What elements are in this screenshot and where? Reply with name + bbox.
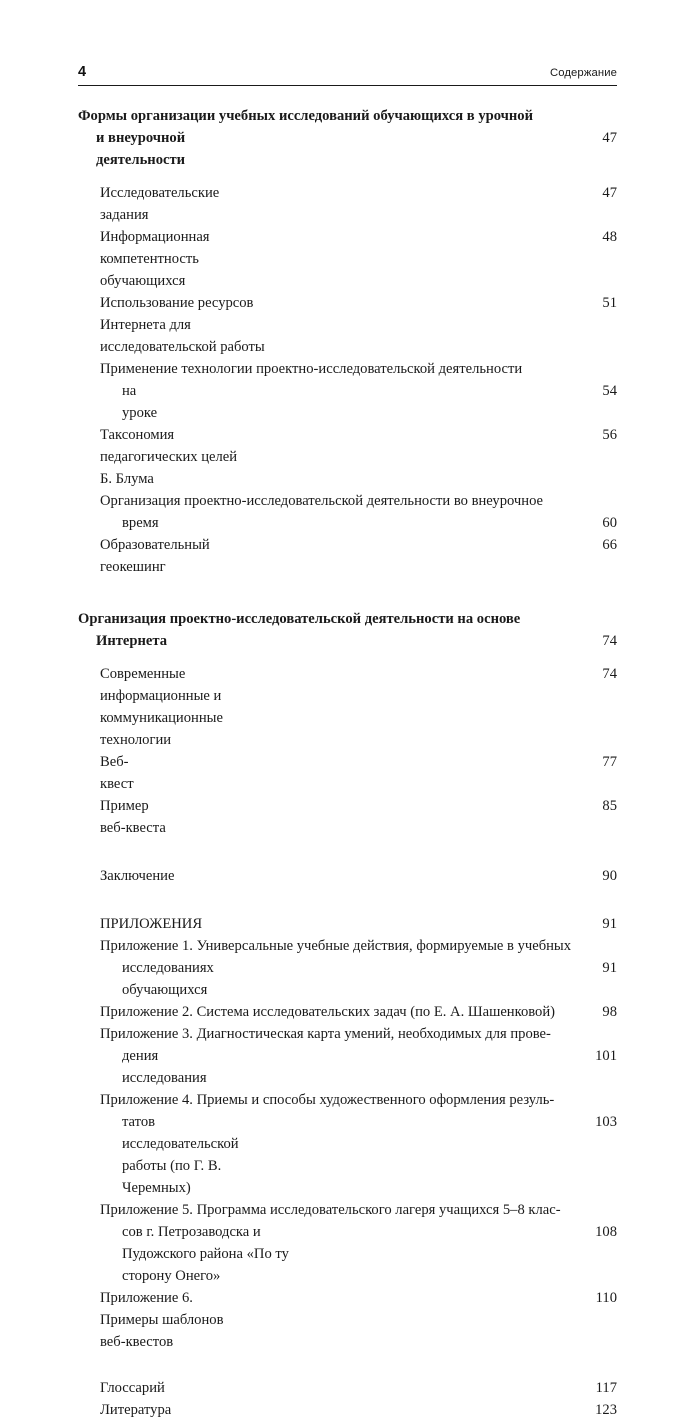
toc-entry-informacionnaya-kompetentnost[interactable] xyxy=(78,226,617,292)
toc-entry-label: ПРИЛОЖЕНИЯ xyxy=(100,916,203,932)
toc-page-number: 101 xyxy=(595,1048,617,1064)
spacer xyxy=(78,171,617,182)
toc-entry-prilozhenie-1[interactable] xyxy=(78,957,617,1001)
toc-entry-label: и внеурочной деятельности xyxy=(96,130,186,168)
toc-entry-wrapped-line: Приложение 1. Универсальные учебные действия, формируемые в учебных xyxy=(100,938,572,954)
toc-page-number: 77 xyxy=(602,754,617,770)
toc-entry-label: исследованиях обучающихся xyxy=(122,960,214,998)
toc-entry-primenenie-tehnologii[interactable] xyxy=(78,380,617,424)
dot-leader xyxy=(148,523,580,524)
toc-entry-label: Веб-квест xyxy=(100,754,134,792)
toc-entry-label: Глоссарий xyxy=(100,1380,165,1396)
toc-entry-label: Таксономия педагогических целей Б. Блума xyxy=(100,427,238,487)
toc-entry-prilozhenie-5[interactable] xyxy=(78,1221,617,1287)
dot-leader xyxy=(244,435,580,436)
toc-entry-label: Использование ресурсов Интернета для исследовательской работы xyxy=(100,295,265,355)
toc-page-number: 66 xyxy=(602,537,617,553)
toc-entry-label: Пример веб-квеста xyxy=(100,798,166,836)
toc-page-number: 74 xyxy=(602,666,617,682)
toc-entry-label: Исследовательские задания xyxy=(100,185,220,223)
dot-leader xyxy=(561,1012,580,1013)
toc-entry-chapter-2[interactable] xyxy=(78,630,617,652)
toc-entry-label: Приложение 6. Примеры шаблонов веб-квестов xyxy=(100,1290,224,1350)
spacer xyxy=(78,839,617,865)
toc-entry-veb-kvest[interactable] xyxy=(78,751,617,795)
toc-entry-wrapped-line: Приложение 3. Диагностическая карта умений, необходимых для прове- xyxy=(100,1026,551,1042)
toc-entry-primer-veb-kvesta[interactable] xyxy=(78,795,617,839)
dot-leader xyxy=(147,762,580,763)
dot-leader xyxy=(205,138,580,139)
toc-entry-chapter-1[interactable] xyxy=(78,127,617,171)
toc-entry-wrapped-line: Приложение 4. Приемы и способы художественного оформления резуль- xyxy=(100,1092,555,1108)
toc-entry-zaklyuchenie[interactable] xyxy=(78,865,617,887)
dot-leader xyxy=(253,1298,580,1299)
toc-page-number: 54 xyxy=(602,383,617,399)
toc-entry-label: время xyxy=(122,515,159,531)
table-of-contents xyxy=(78,105,617,1421)
toc-page-number: 90 xyxy=(602,868,617,884)
toc-entry-wrapped-line: Организация проектно-исследовательской деятельности во внеурочное xyxy=(100,493,544,509)
toc-page-number: 60 xyxy=(602,515,617,531)
toc-entry-glossariy[interactable] xyxy=(78,1377,617,1399)
toc-page-number: 91 xyxy=(602,960,617,976)
dot-leader xyxy=(203,193,580,194)
toc-page-number: 123 xyxy=(595,1402,617,1418)
dot-leader xyxy=(275,1122,580,1123)
dot-leader xyxy=(148,1388,580,1389)
toc-page-number: 47 xyxy=(602,185,617,201)
toc-entry-label: дения исследования xyxy=(122,1048,207,1086)
toc-page-number: 108 xyxy=(595,1224,617,1240)
spacer xyxy=(78,652,617,663)
toc-page-number: 56 xyxy=(602,427,617,443)
page-folio: 4 xyxy=(78,64,87,80)
toc-page-number: 74 xyxy=(602,633,617,649)
toc-entry-label: на уроке xyxy=(122,383,158,421)
toc-entry-label: Приложение 2. Система исследовательских задач (по Е. А. Шашенковой) xyxy=(100,1004,556,1020)
toc-entry-prilozhenie-6[interactable] xyxy=(78,1287,617,1353)
dot-leader xyxy=(225,968,580,969)
dot-leader xyxy=(162,391,581,392)
toc-page-number: 48 xyxy=(602,229,617,245)
toc-page-number: 110 xyxy=(595,1290,617,1306)
dot-leader xyxy=(254,237,580,238)
dot-leader xyxy=(178,806,580,807)
toc-page-number: 85 xyxy=(602,798,617,814)
spacer xyxy=(78,1353,617,1377)
running-header-title: Содержание xyxy=(549,67,617,79)
toc-entry-prilozheniya[interactable] xyxy=(78,913,617,935)
toc-entry-ispolzovanie-resursov-interneta[interactable] xyxy=(78,292,617,358)
toc-entry-obrazovatelnyy-geokeshing[interactable] xyxy=(78,534,617,578)
toc-page-number: 47 xyxy=(602,130,617,146)
toc-entry-sovremennye-tehnologii[interactable] xyxy=(78,663,617,751)
running-header xyxy=(78,0,617,86)
toc-entry-wrapped-line: Применение технологии проектно-исследовательской деятельности xyxy=(100,361,523,377)
toc-entry-prilozhenie-3[interactable] xyxy=(78,1045,617,1089)
chapter-heading-line: Формы организации учебных исследований обучающихся в урочной xyxy=(78,108,533,124)
spacer xyxy=(78,887,617,913)
toc-page-number: 98 xyxy=(602,1004,617,1020)
chapter-heading-line: Организация проектно-исследовательской деятельности на основе xyxy=(78,611,521,627)
dot-leader xyxy=(289,303,580,304)
dot-leader xyxy=(148,641,580,642)
toc-page-number: 91 xyxy=(602,916,617,932)
toc-entry-issledovatelskie-zadaniya[interactable] xyxy=(78,182,617,226)
toc-entry-prilozhenie-4[interactable] xyxy=(78,1111,617,1199)
toc-entry-label: Образовательный геокешинг xyxy=(100,537,210,575)
dot-leader xyxy=(299,1232,580,1233)
toc-entry-label: сов г. Петрозаводска и Пудожского района «По ту сторону Онего» xyxy=(122,1224,289,1284)
toc-entry-label: Интернета xyxy=(96,633,168,649)
dot-leader xyxy=(166,924,580,925)
toc-page-number: 51 xyxy=(602,295,617,311)
toc-entry-label: Информационная компетентность обучающихся xyxy=(100,229,210,289)
toc-entry-taksonomiya-bluma[interactable] xyxy=(78,424,617,490)
toc-entry-label: Заключение xyxy=(100,868,175,884)
toc-entry-wrapped-line: Приложение 5. Программа исследовательского лагеря учащихся 5–8 клас- xyxy=(100,1202,561,1218)
spacer xyxy=(78,578,617,608)
toc-entry-prilozhenie-2[interactable] xyxy=(78,1001,617,1023)
dot-leader xyxy=(154,876,580,877)
dot-leader xyxy=(207,545,580,546)
toc-page-number: 103 xyxy=(595,1114,617,1130)
toc-entry-literatura[interactable] xyxy=(78,1399,617,1421)
dot-leader xyxy=(152,1410,580,1411)
dot-leader xyxy=(200,1056,581,1057)
toc-entry-label: Литература xyxy=(100,1402,172,1418)
toc-page-number: 117 xyxy=(595,1380,617,1396)
dot-leader xyxy=(285,674,580,675)
toc-entry-label: татов исследовательской работы (по Г. В. Черемных) xyxy=(122,1114,239,1196)
toc-entry-organizaciya-vneurochnoe-vremya[interactable] xyxy=(78,512,617,534)
toc-entry-label: Современные информационные и коммуникационные технологии xyxy=(100,666,223,748)
